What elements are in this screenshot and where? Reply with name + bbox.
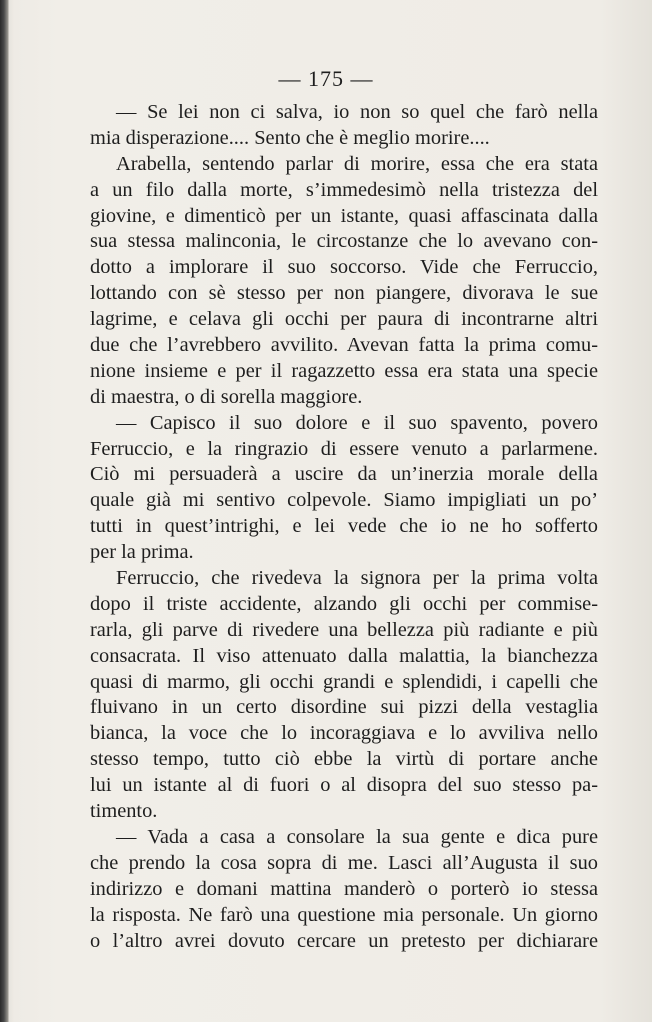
text-line: Ferruccio, e la ringrazio di essere venuto a parlarmene. — [90, 437, 598, 460]
text-line: Ferruccio, che rivedeva la signora per la prima volta — [116, 567, 598, 590]
text-line: lagrime, e celava gli occhi per paura di incontrarne altri — [90, 308, 598, 331]
text-line: quale già mi sentivo colpevole. Siamo impigliati un po’ — [90, 489, 598, 512]
text-line: due che l’avrebbero avvilito. Avevan fatta la prima comu- — [90, 334, 598, 357]
text-line: giovine, e dimenticò per un istante, quasi affascinata dalla — [90, 204, 598, 227]
text-line: Arabella, sentendo parlar di morire, essa che era stata — [116, 152, 598, 175]
text-line: quasi di marmo, gli occhi grandi e splendidi, i capelli che — [90, 670, 598, 693]
text-line: indirizzo e domani mattina manderò o porterò io stessa — [90, 877, 598, 900]
text-line: che prendo la cosa sopra di me. Lasci all’Augusta il suo — [90, 851, 598, 874]
text-line: — Se lei non ci salva, io non so quel che farò nella — [116, 101, 598, 123]
text-line: bianca, la voce che lo incoraggiava e lo avviliva nello — [90, 722, 598, 745]
text-line: — Capisco il suo dolore e il suo spavento, povero — [116, 411, 598, 434]
text-line: dotto a implorare il suo soccorso. Vide che Ferruccio, — [90, 256, 598, 279]
body-text — [90, 100, 598, 954]
text-line: per la prima. — [90, 541, 194, 564]
text-line: lottando con sè stesso per non piangere, divorava le sue — [90, 282, 598, 305]
text-line: rarla, gli parve di rivedere una bellezza più radiante e più — [90, 618, 598, 641]
text-line: o l’altro avrei dovuto cercare un pretesto per dichiarare — [90, 929, 598, 952]
text-line: sua stessa malinconia, le circostanze che lo avevano con- — [90, 230, 598, 253]
text-line: dopo il triste accidente, alzando gli occhi per commise- — [90, 592, 598, 615]
text-line: — Vada a casa a consolare la sua gente e dica pure — [116, 825, 598, 848]
text-line: di maestra, o di sorella maggiore. — [90, 385, 363, 408]
text-line: mia disperazione.... Sento che è meglio morire.... — [90, 126, 490, 149]
text-line: nione insieme e per il ragazzetto essa era stata una specie — [90, 359, 598, 382]
page-binding-edge — [0, 0, 9, 1022]
text-line: lui un istante al di fuori o al disopra del suo stesso pa- — [90, 774, 598, 797]
text-line: consacrata. Il viso attenuato dalla malattia, la bianchezza — [90, 644, 598, 667]
text-line: la risposta. Ne farò una questione mia personale. Un giorno — [90, 903, 598, 926]
text-line: timento. — [90, 800, 158, 823]
text-line: tutti in quest’intrighi, e lei vede che io ne ho sofferto — [90, 515, 598, 538]
text-line: fluivano in un certo disordine sui pizzi della vestaglia — [90, 696, 598, 719]
text-line: a un filo dalla morte, s’immedesimò nella tristezza del — [90, 178, 598, 201]
page-number: — 175 — — [278, 66, 374, 91]
text-line: Ciò mi persuaderà a uscire da un’inerzia morale della — [90, 463, 598, 486]
text-line: stesso tempo, tutto ciò ebbe la virtù di portare anche — [90, 748, 598, 771]
